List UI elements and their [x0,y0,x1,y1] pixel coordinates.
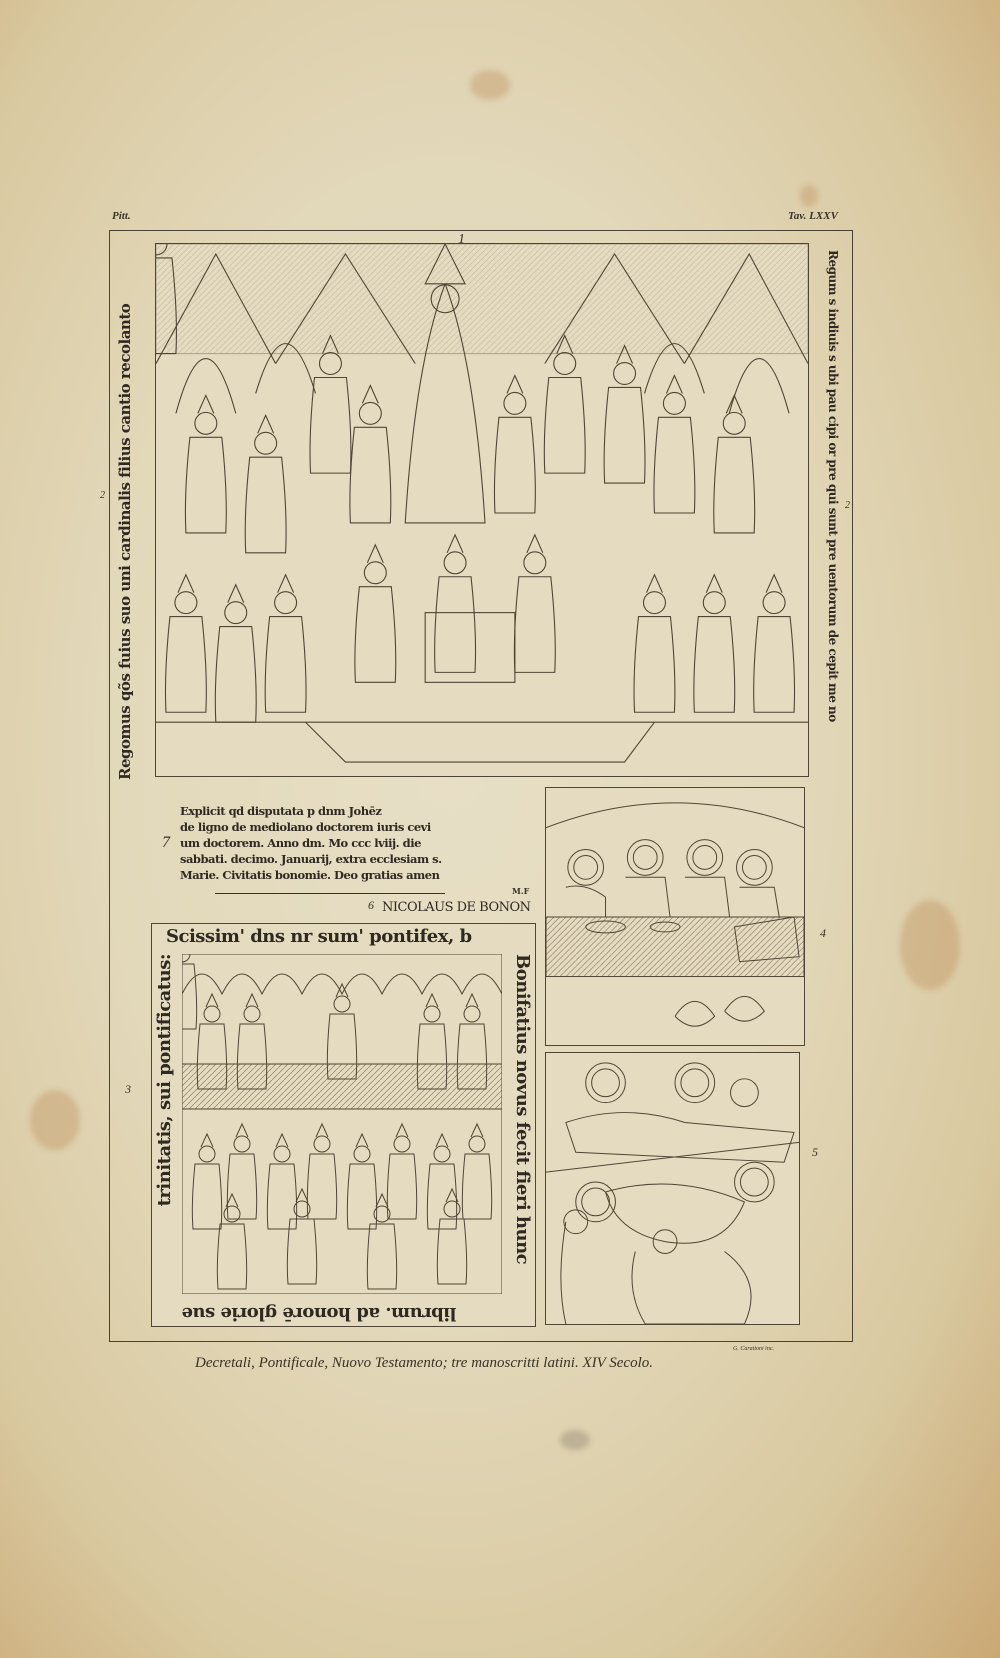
explicit-line: Explicit qd disputata p dnm Johēz [180,804,382,818]
figure-number-1: 1 [458,232,465,247]
feast-drawing [546,788,804,1045]
figure-number-2-right: 2 [845,500,850,511]
foxing-stain [560,1430,590,1450]
inscription-top: Scissim' dns nr sum' pontifex, b [166,926,472,947]
figure-number-6: 6 [368,898,374,912]
explicit-line: Marie. Civitatis bonomie. Deo gratias amen [180,868,440,882]
signature-name: NICOLAUS DE BONON [382,900,531,915]
illustration-wedding-feast [545,787,805,1046]
engraver-credit: G. Carattoni inc. [733,1346,775,1352]
foxing-stain [900,900,960,990]
divider-rule [215,893,445,894]
plate-number: Tav. LXXV [788,210,838,222]
explicit-line: um doctorem. Anno dm. Mo ccc lviij. die [180,836,421,850]
illustration-nativity [545,1052,800,1325]
figure-number-7: 7 [162,834,170,851]
right-inscription: Regum s indiuis s ubi pau cipi or pre qui sunt pre uentorum de cepit me no [826,250,840,722]
explicit-text [180,803,442,883]
figure-number-2-left: 2 [100,490,105,501]
plate-caption: Decretali, Pontificale, Nuovo Testamento; tre manoscritti latini. XIV Secolo. [195,1355,653,1371]
initials: M.F [512,886,530,896]
nativity-drawing [546,1053,799,1324]
inscription-right: Bonifatius novus fecit fieri hunc [512,954,533,1265]
inscription-left: trinitatis, sui pontificatus: [154,954,175,1207]
figure-number-4: 4 [820,926,826,940]
illustration-pontifical [151,923,536,1327]
explicit-line: de ligno de mediolano doctorem iuris cevi [180,820,431,834]
foxing-stain [470,70,510,100]
pontifical-drawing [182,954,502,1294]
figure-number-5: 5 [812,1145,818,1159]
explicit-line: sabbati. decimo. Januarij, extra ecclesiam s. [180,852,442,866]
figure-number-3: 3 [125,1082,131,1096]
inscription-bottom: librum. ad honorē glorie sue [182,1303,457,1324]
council-drawing [156,244,808,776]
header-left-label: Pitt. [112,210,131,222]
foxing-stain [800,185,818,207]
illustration-papal-council [155,243,809,777]
left-inscription: Regomus qõs fuius suo uni cardinalis filius cantio recolanto [116,303,134,780]
foxing-stain [30,1090,80,1150]
